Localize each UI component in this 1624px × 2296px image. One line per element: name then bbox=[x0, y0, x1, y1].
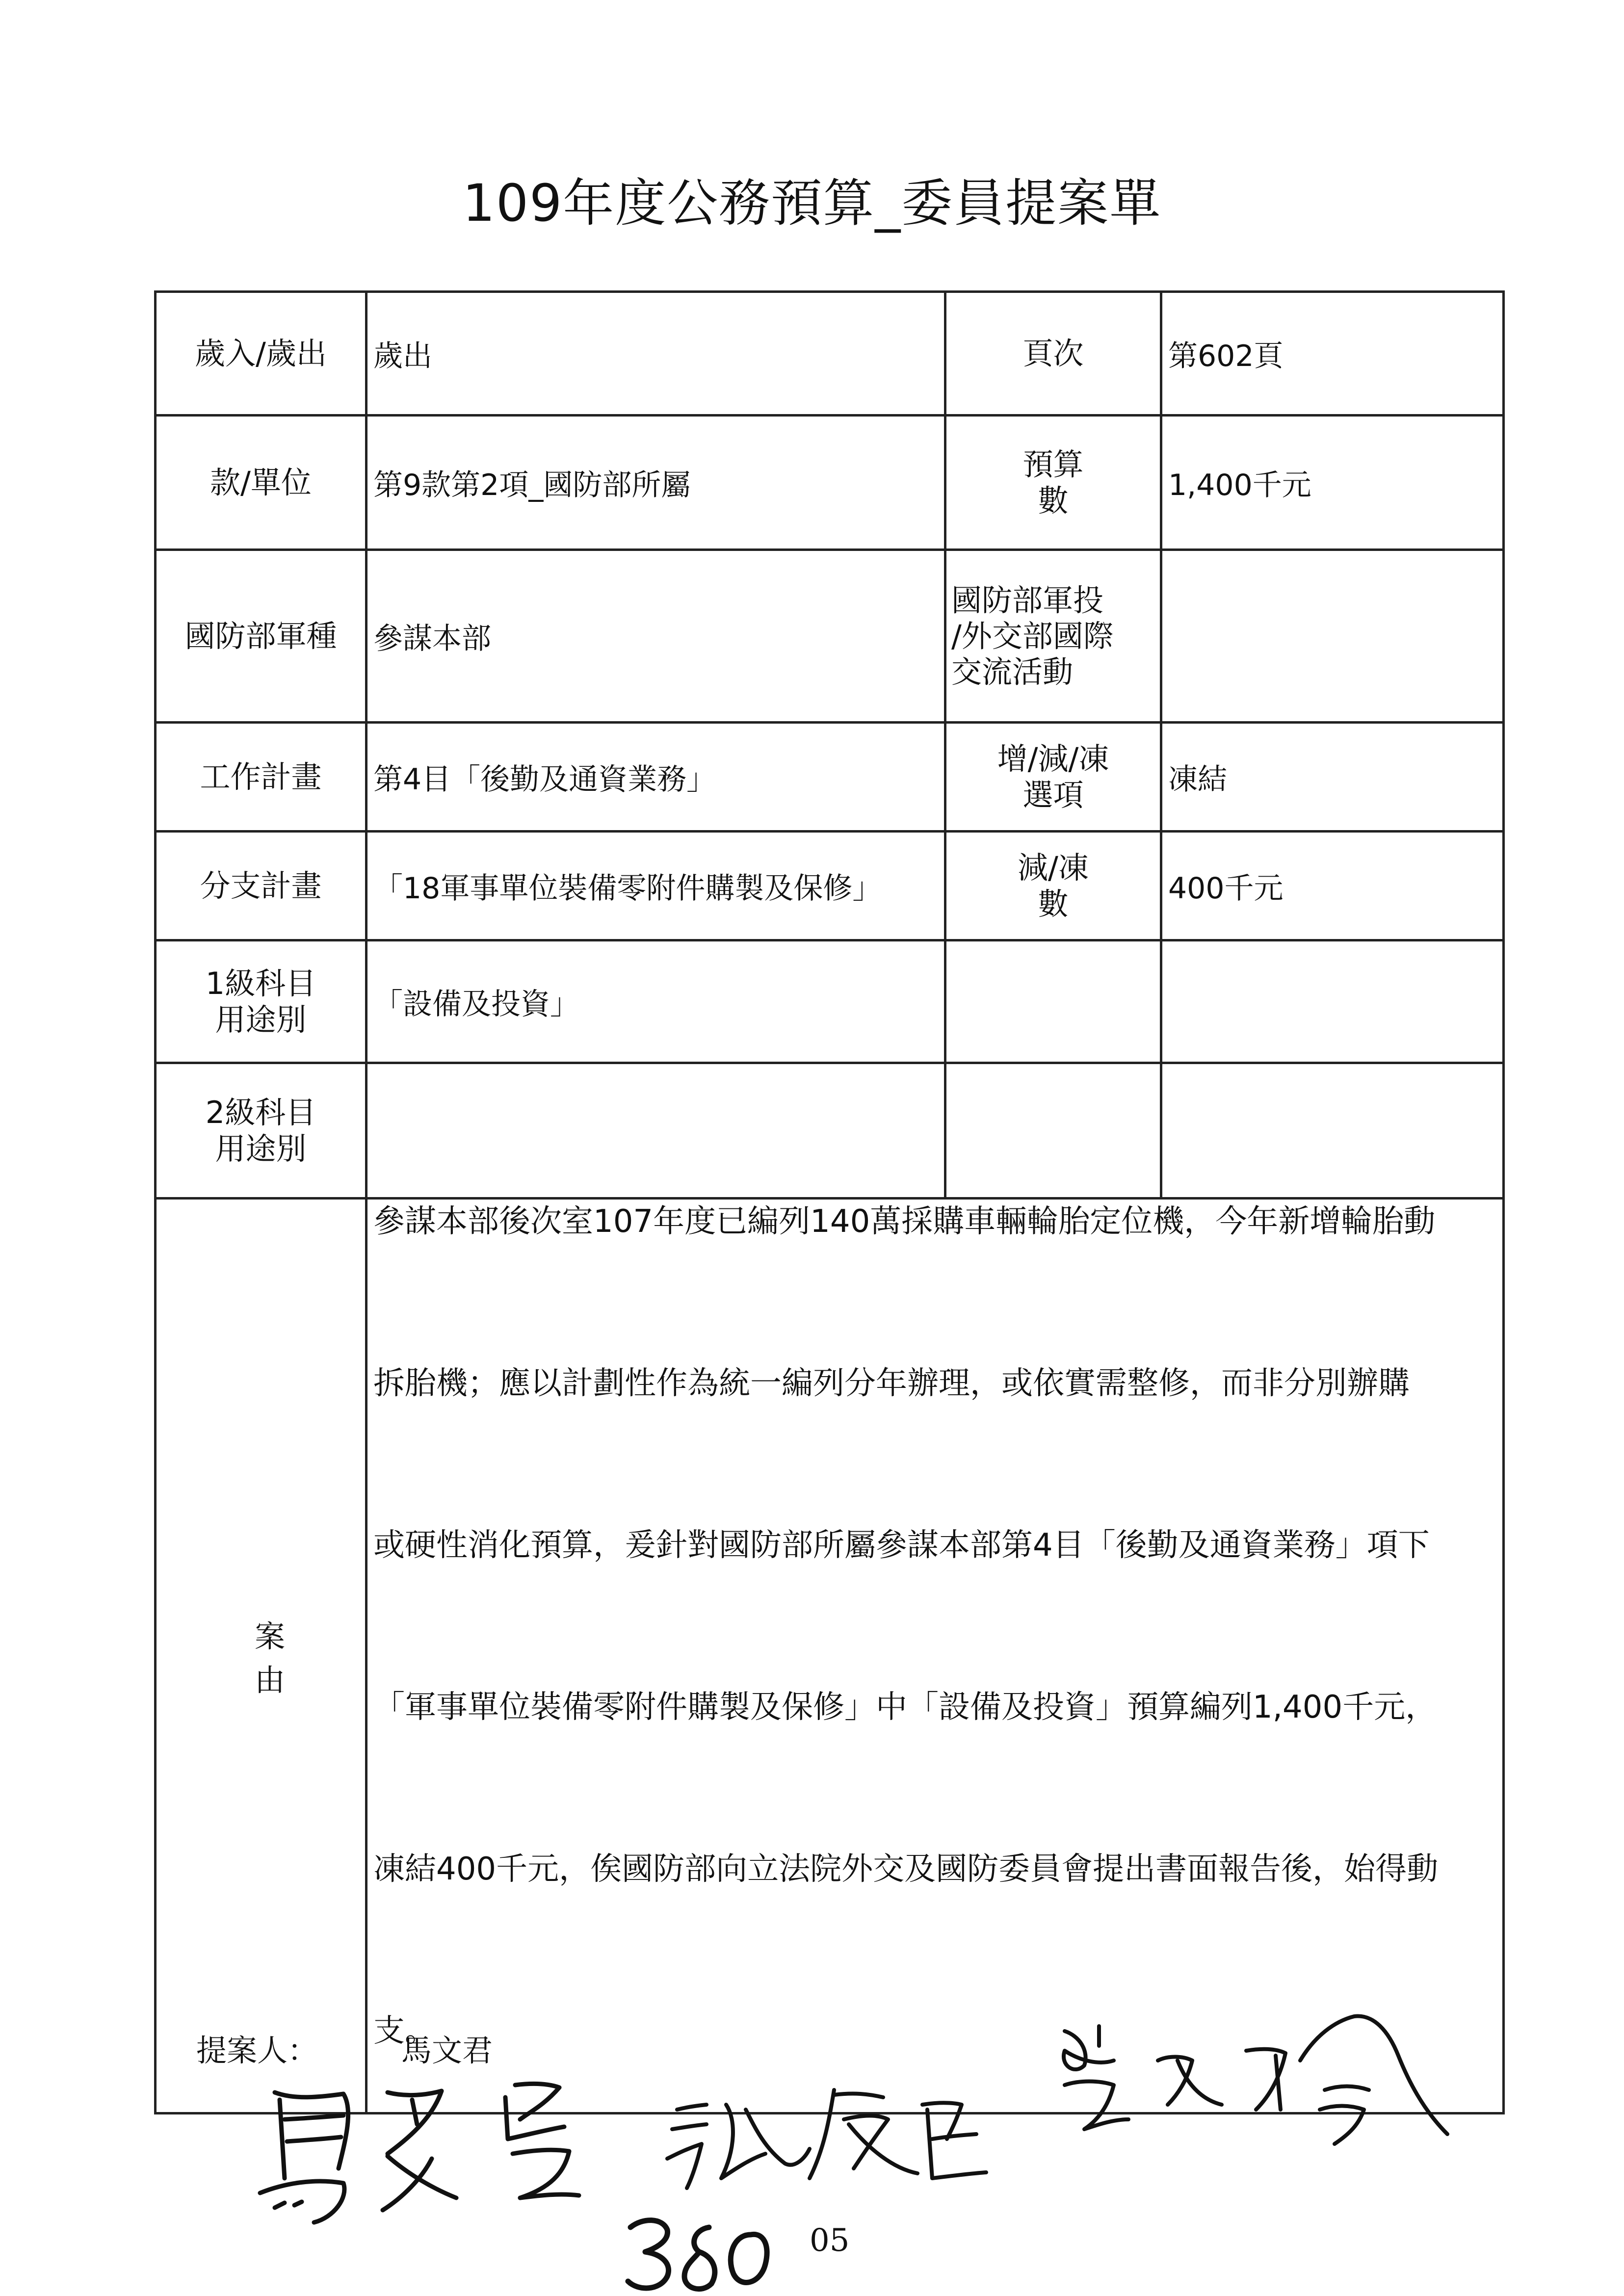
label-exchange-activity: 國防部軍投 /外交部國際 交流活動 bbox=[945, 550, 1161, 723]
label-revenue-expense: 歲入/歲出 bbox=[156, 292, 367, 416]
label-level1-category: 1級科目 用途別 bbox=[156, 940, 367, 1063]
proposer-line bbox=[196, 2026, 493, 2070]
label-empty-r6 bbox=[945, 940, 1161, 1063]
reason-line: 拆胎機；應以計劃性作為統一編列分年辦理，或依實需整修，而非分別辦購 bbox=[373, 1365, 1410, 1402]
value-level1-category: 「設備及投資」 bbox=[367, 940, 945, 1063]
value-adjust-option: 凍結 bbox=[1161, 723, 1504, 832]
reason-line: 凍結400千元，俟國防部向立法院外交及國防委員會提出書面報告後，始得動 bbox=[373, 1851, 1439, 1887]
value-budget-amount: 1,400千元 bbox=[1161, 416, 1504, 550]
label-reason: 案由 bbox=[156, 1199, 367, 2113]
row-revenue-expense bbox=[156, 292, 1504, 416]
value-exchange-activity bbox=[1161, 550, 1504, 723]
row-branch-plan bbox=[156, 832, 1504, 940]
reason-line: 「軍事單位裝備零附件購製及保修」中「設備及投資」預算編列1,400千元， bbox=[373, 1689, 1437, 1725]
reason-line: 支。 bbox=[373, 2013, 436, 2049]
label-service-branch: 國防部軍種 bbox=[156, 550, 367, 723]
label-section-unit: 款/單位 bbox=[156, 416, 367, 550]
value-work-plan: 第4目「後勤及通資業務」 bbox=[367, 723, 945, 832]
reason-line: 參謀本部後次室107年度已編列140萬採購車輛輪胎定位機，今年新增輪胎動 bbox=[373, 1203, 1436, 1240]
label-work-plan: 工作計畫 bbox=[156, 723, 367, 832]
reason-text bbox=[367, 1199, 1504, 2113]
label-budget-amount: 預算 數 bbox=[945, 416, 1161, 550]
proposer-label: 提案人： bbox=[196, 2033, 318, 2068]
label-level2-category: 2級科目 用途別 bbox=[156, 1063, 367, 1199]
handwritten-number-380 bbox=[628, 2220, 767, 2289]
row-work-plan bbox=[156, 723, 1504, 832]
row-reason bbox=[156, 1199, 1504, 2113]
value-revenue-expense: 歲出 bbox=[367, 292, 945, 416]
row-service-branch bbox=[156, 550, 1504, 723]
label-branch-plan: 分支計畫 bbox=[156, 832, 367, 940]
value-page: 第602頁 bbox=[1161, 292, 1504, 416]
value-section-unit: 第9款第2項_國防部所屬 bbox=[367, 416, 945, 550]
proposer-name: 馬文君 bbox=[401, 2033, 493, 2068]
label-adjust-option: 增/減/凍 選項 bbox=[945, 723, 1161, 832]
page-number: 05 bbox=[810, 2222, 850, 2259]
proposal-form-table bbox=[154, 290, 1505, 2114]
value-empty-r6 bbox=[1161, 940, 1504, 1063]
label-page: 頁次 bbox=[945, 292, 1161, 416]
reason-line: 或硬性消化預算，爰針對國防部所屬參謀本部第4目「後勤及通資業務」項下 bbox=[373, 1527, 1430, 1564]
row-section-unit bbox=[156, 416, 1504, 550]
form-title: 109年度公務預算_委員提案單 bbox=[462, 173, 1162, 233]
value-branch-plan: 「18軍事單位裝備零附件購製及保修」 bbox=[367, 832, 945, 940]
label-cut-freeze-amount: 減/凍 數 bbox=[945, 832, 1161, 940]
value-cut-freeze-amount: 400千元 bbox=[1161, 832, 1504, 940]
value-service-branch: 參謀本部 bbox=[367, 550, 945, 723]
row-level1-category bbox=[156, 940, 1504, 1063]
reason-lines bbox=[373, 1141, 1502, 2112]
